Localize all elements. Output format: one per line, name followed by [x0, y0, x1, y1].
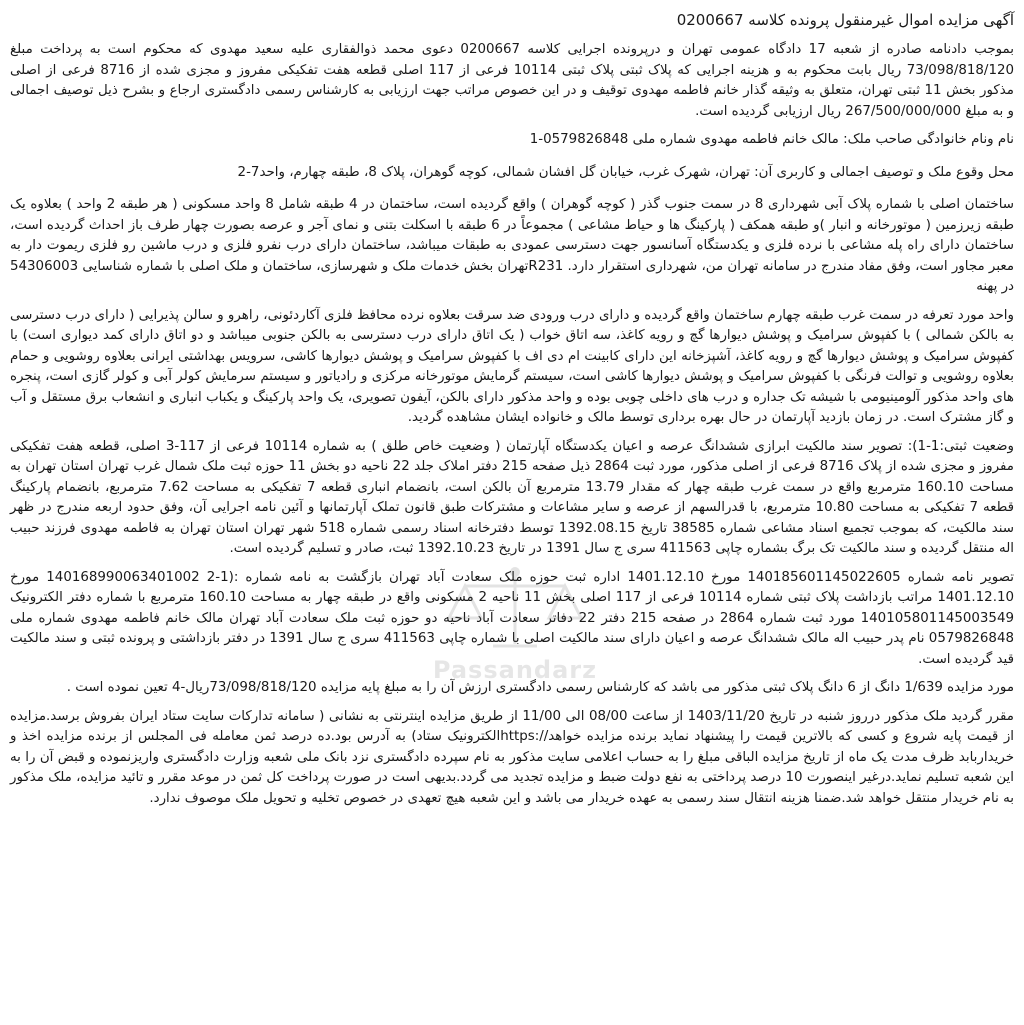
paragraph-judgment: بموجب دادنامه صادره از شعبه 17 دادگاه عمومی تهران و درپرونده اجرایی کلاسه 0200667 دعوی محمد ذوالفقاری علیه سعید مهدوی که محکوم است به پرداخت مبلغ 73/098/818/120 ریال بابت محکوم به و هزینه اجرایی که پلاک ثبتی پلاک ثبتی 10114 فرعی از 117 اصلی قطعه هفت تفکیکی مفروز و مجزی شده از 8716 فرعی از اصلی مذکور بخش 11 ثبتی تهران، متعلق به وثیقه گذار خانم فاطمه مهدوی توقیف و در این خصوص مراتب جهت ارزیابی به کارشناس رسمی دادگستری ارجاع و بشرح ذیل توصیف اجمالی و به مبلغ 267/500/000/000 ریال ارزیابی گردیده است. — [10, 42, 1014, 119]
document-title: آگهی مزایده اموال غیرمنقول پرونده کلاسه 0200667 — [676, 11, 1014, 29]
paragraph-auction-subject: مورد مزایده 1/639 دانگ از 6 دانگ پلاک ثبتی مذکور می باشد که کارشناس رسمی دادگستری ارزش آن را به مبلغ پایه مزایده 73/098/818/120ریال-4 تعین نموده است . — [66, 680, 1014, 695]
paragraph-building-description: ساختمان اصلی با شماره پلاک آبی شهرداری 8 در سمت جنوب گذر ( کوچه گوهران ) واقع گردیده است، ساختمان در 4 طبقه شامل 8 واحد مسکونی ( هر طبقه 2 واحد ) بعلاوه یک طبقه زیرزمین ( موتورخانه و انبار )و طبقه همکف ( پارکینگ ها و حیاط مشاعی ) مجموعاً در 6 طبقه با اسکلت بتنی و نمای آجر و عرصه بصورت چهار طرف باز احداث گردیده است، ساختمان دارای راه پله مشاعی با نرده فلزی و یکدستگاه آسانسور جهت دسترسی عمودی به طبقات میباشد، ساختمان دارای درب نفرو فلزی و درب ماشین رو فلزی ریموت دار به معبر مجاور است، وفق مفاد مندرج در سامانه تهران من، شهرداری استقرار دارد. R231تهران بخش خدمات ملک و شهرسازی، ساختمان و ملک اصلی با شماره شناسایی 54306003 در پهنه — [10, 197, 1014, 294]
paragraph-registration-letter: تصویر نامه شماره 140185601145022605 مورخ 1401.12.10 اداره ثبت حوزه ملک سعادت آباد تهران بازگشت به نامه شماره :(1-2 140168990063401002 مورخ 1401.12.10 مراتب بازداشت پلاک ثبتی شماره 10114 فرعی از 117 اصلی بخش 11 ناحیه 2 مسکونی واقع در طبقه چهار به مساحت 160.10 مترمربع با شماره دفتر الکترونیک 140105801145003549 مورد ثبت شماره 2864 در صفحه 215 دفتر 22 دفاتر سعادت آباد ناحیه دو حوزه ثبت ملک سعادت آباد تهران مالک خانم فاطمه مهدوی شماره ملی 0579826848 نام پدر حبیب اله مالک ششدانگ عرصه و اعیان دارای سند مالکیت اصلی با شماره چاپی 411563 سری ج سال 1391 در دفتر بازداشتی و پرونده ثبتی و سند مالکیت قید گردیده است. — [10, 569, 1014, 667]
paragraph-owner: نام ونام خانوادگی صاحب ملک: مالک خانم فاطمه مهدوی شماره ملی 0579826848-1 — [529, 132, 1014, 147]
paragraph-unit-description: واحد مورد تعرفه در سمت غرب طبقه چهارم ساختمان واقع گردیده و دارای درب ورودی ضد سرقت بعلاوه نرده محافظ فلزی آکاردئونی، راهرو و سالن پذیرایی ( دارای درب دسترسی به بالکن شمالی ) با کفپوش سرامیک و پوشش دیوارها گچ و رویه کاغذ، سه اتاق خواب ( یک اتاق دارای درب دسترسی به بالکن جنوبی میباشد و دو اتاق دارای کمد دیواری است) با کفپوش سرامیک و پوشش دیوارها گچ و رویه کاغذ، آشپزخانه این دارای کابینت ام دی اف با کفپوش سرامیک و پوشش دیوارها کاشی، سرویس بهداشتی ایرانی بعلاوه روشویی و حمام بعلاوه روشویی و توالت فرنگی با کفپوش سرامیک و پوشش دیوارها کاشی است، سیستم گرمایش موتورخانه مرکزی و رادیاتور و سیستم سرمایش کولر آبی و کولر گازی است، پنجره های واحد مذکور آلومینیومی با شیشه تک جداره و درب های داخلی چوبی بوده و واحد مذکور دارای بالکن، آیفون تصویری، یک واحد پارکینگ و یکباب انباری و انشعاب برق مستقل و آب و گاز مشترک است. در زمان بازدید آپارتمان در حال بهره برداری توسط مالک و خانواده ایشان مشاهده گردید. — [10, 307, 1014, 425]
watermark-text: Passandarz — [432, 656, 598, 684]
paragraph-registration-status: وضعیت ثبتی:1-1): تصویر سند مالکیت ابرازی ششدانگ عرصه و اعیان یکدستگاه آپارتمان ( وضعیت خاص طلق ) به شماره 10114 فرعی از 117-3 اصلی، قطعه هفت تفکیکی مفروز و مجزی شده از پلاک 8716 فرعی از اصلی مذکور، مورد ثبت 2864 ذیل صفحه 215 دفتر املاک جلد 22 ناحیه دو بخش 11 حوزه ثبت ملک شمال غرب تهران استان تهران به مساحت 160.10 مترمربع واقع در سمت غرب طبقه چهار که مقدار 13.79 مترمربع آن بالکن است، بانضمام انباری قطعه 7 تفکیکی به مساحت 7.62 مترمربع، بانضمام پارکینگ قطعه 7 تفکیکی به مساحت 10.80 مترمربع، با قدرالسهم از عرصه و سایر مشاعات و مشترکات طبق قانون تملک آپارتمانها و آئین نامه اجرایی آن، وفق حدود اربعه مندرج در ظهر سند مالکیت، که بموجب تجمیع اسناد مشاعی شماره 38585 تاریخ 1392.08.15 توسط دفترخانه اسناد رسمی شماره 518 شهر تهران استان تهران به فاطمه مهدوی فرزند حبیب اله منتقل گردیده و سند مالکیت تک برگ بشماره چاپی 411563 سری ج سال 1391 در تاریخ 1392.10.23 ثبت، صادر و تسلیم گردیده است. — [10, 438, 1014, 556]
paragraph-location: محل وقوع ملک و توصیف اجمالی و کاربری آن: تهران، شهرک غرب، خیابان گل افشان شمالی، کوچه گوهران، پلاک 8، طبقه چهارم، واحد7-2 — [237, 164, 1014, 180]
paragraph-auction-terms: مقرر گردید ملک مذکور درروز شنبه در تاریخ 1403/11/20 از ساعت 08/00 الی 11/00 از طریق مزایده اینترنتی به نشانی ( سامانه تدارکات سایت ستاد ایران بفروش برسد.مزایده از قیمت پایه شروع و کسی که بالاترین قیمت را پیشنهاد نماید برنده مزایده خواهد//:httpsالکترونیک ستاد) به آدرس بود.ده درصد ثمن معامله فی المجلس از برنده مزایده اخذ و خریداربابد ظرف مدت یک ماه از تاریخ مزایده الباقی مبلغ را به حساب اعلامی سایت مذکور به نام سپرده دادگستری نزد بانک ملی شعبه وزارت دادگستری واریزنموده و قبض آن را به این شعبه تسلیم نماید.درغیر اینصورت 10 درصد پرداختی به نفع دولت ضبط و مزایده تجدید می گردد.بدیهی است در صورت پرداخت کل ثمن در موعد مقرر و تائید مزایده، ملک مذکور به نام خریدار منتقل خواهد شد.ضمنا هزینه انتقال سند رسمی به عهده خریدار می باشد و این شعبه هیچ تعهدی در خصوص تخلیه و تحویل ملک موصوف ندارد. — [10, 708, 1014, 806]
